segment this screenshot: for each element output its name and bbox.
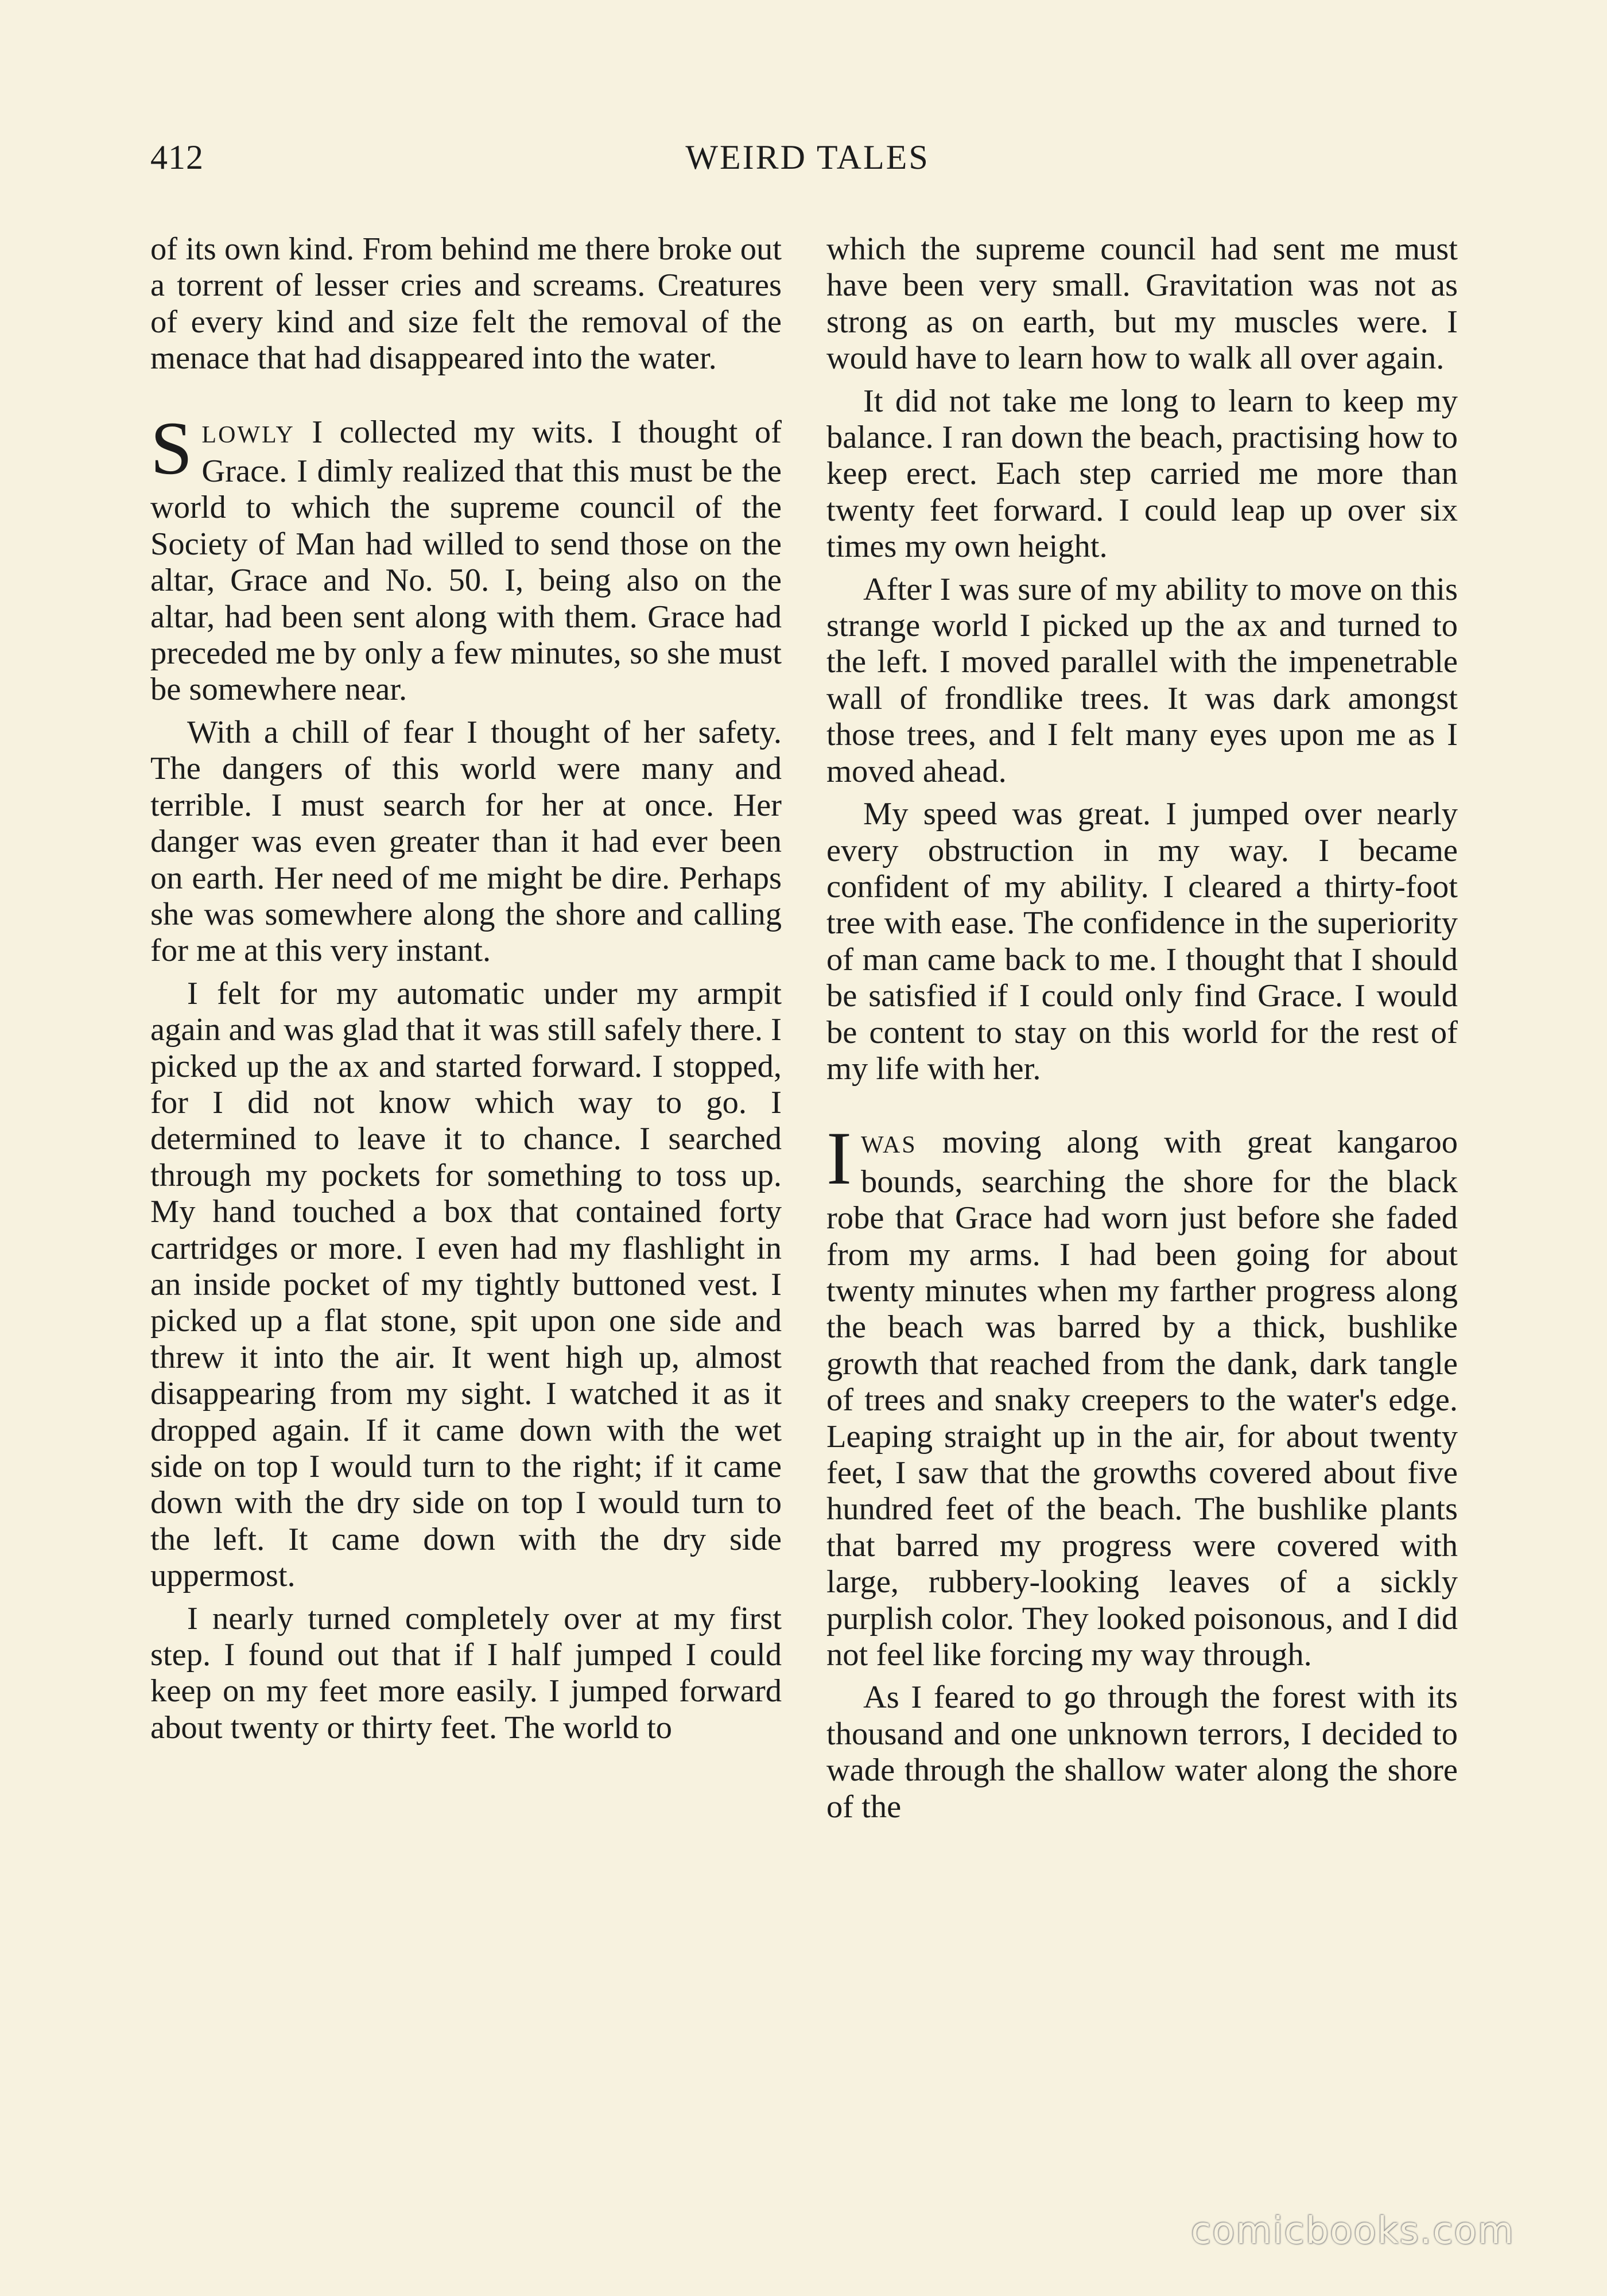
running-title: WEIRD TALES [685, 138, 930, 176]
paragraph: As I feared to go through the forest with its thousand and one unknown terrors, I decided to wade through the shallow water along the shore of the [826, 1680, 1458, 1825]
left-column [150, 231, 782, 1746]
paragraph-text: I collected my wits. I thought of Grace. I dimly realized that this must be the world to which the supreme council of the Society of Man had willed to send those on the altar, Grace and No. 50. I, being also on the altar, had been sent along with them. Grace had preceded me by only a few minutes, so she must be somewhere near. [150, 414, 782, 708]
paragraph: After I was sure of my ability to move on this strange world I picked up the ax and turned to the left. I moved parallel with the impenetrable wall of frondlike trees. It was dark amongst those trees, and I felt many eyes upon me as I moved ahead. [826, 571, 1458, 789]
paragraph: I nearly turned completely over at my first step. I found out that if I half jumped I could keep on my feet more easily. I jumped forward about twenty or thirty feet. The world to [150, 1600, 782, 1746]
section-opening-paragraph [826, 1116, 1458, 1673]
paragraph: With a chill of fear I thought of her safety. The dangers of this world were many and terrible. I must search for her at once. Her danger was even greater than it had ever been on earth. Her need of me might be dire. Perhaps she was somewhere along the shore and calling for me at this very instant. [150, 714, 782, 969]
section-opening-paragraph [150, 405, 782, 708]
right-column [826, 231, 1458, 1825]
paragraph-text: moving along with great kangaroo bounds, searching the shore for the black robe that Grace had worn just before she faded from my arms. I had been going for about twenty minutes when my farther progress along the beach was barred by a thick, bushlike growth that reached from the dank, dark tangle of trees and snaky creepers to the water's edge. Leaping straight up in the air, for about twenty feet, I saw that the growths covered about five hundred feet of the beach. The bushlike plants that barred my progress were covered with large, rubbery-looking leaves of a sickly purplish color. They looked poisonous, and I did not feel like forcing my way through. [826, 1124, 1458, 1673]
paragraph: I felt for my automatic under my armpit again and was glad that it was still safely there. I picked up the ax and started forward. I stopped, for I did not know which way to go. I determined to leave it to chance. I searched through my pockets for something to toss up. My hand touched a box that contained forty cartridges or more. I even had my flashlight in an inside pocket of my tightly buttoned vest. I picked up a flat stone, spit upon one side and threw it into the air. It went high up, almost disappearing from my sight. I watched it as it dropped again. If it came down with the wet side on top I would turn to the right; if it came down with the dry side on top I would turn to the left. It came down with the dry side uppermost. [150, 975, 782, 1594]
drop-cap: S [150, 405, 193, 490]
paragraph: of its own kind. From behind me there broke out a torrent of lesser cries and screams. Creatures of every kind and size felt the removal of the menace that had disappeared into the water. [150, 231, 782, 377]
page-number: 412 [150, 138, 204, 176]
drop-cap: I [826, 1116, 852, 1201]
paragraph: It did not take me long to learn to keep my balance. I ran down the beach, practising how to keep erect. Each step carried me more than twenty feet forward. I could leap up over six times my own height. [826, 383, 1458, 565]
small-caps-lead: WAS [860, 1132, 917, 1159]
small-caps-lead: LOWLY [201, 421, 295, 448]
watermark: comicbooks.com [1191, 2210, 1515, 2252]
page-header [150, 138, 1465, 189]
paragraph: My speed was great. I jumped over nearly every obstruction in my way. I became confident of my ability. I cleared a thirty-foot tree with ease. The confidence in the superiority of man came back to me. I thought that I should be satisfied if I could only find Grace. I would be content to stay on this world for the rest of my life with her. [826, 796, 1458, 1087]
paragraph: which the supreme council had sent me must have been very small. Gravitation was not as strong as on earth, but my muscles were. I would have to learn how to walk all over again. [826, 231, 1458, 377]
